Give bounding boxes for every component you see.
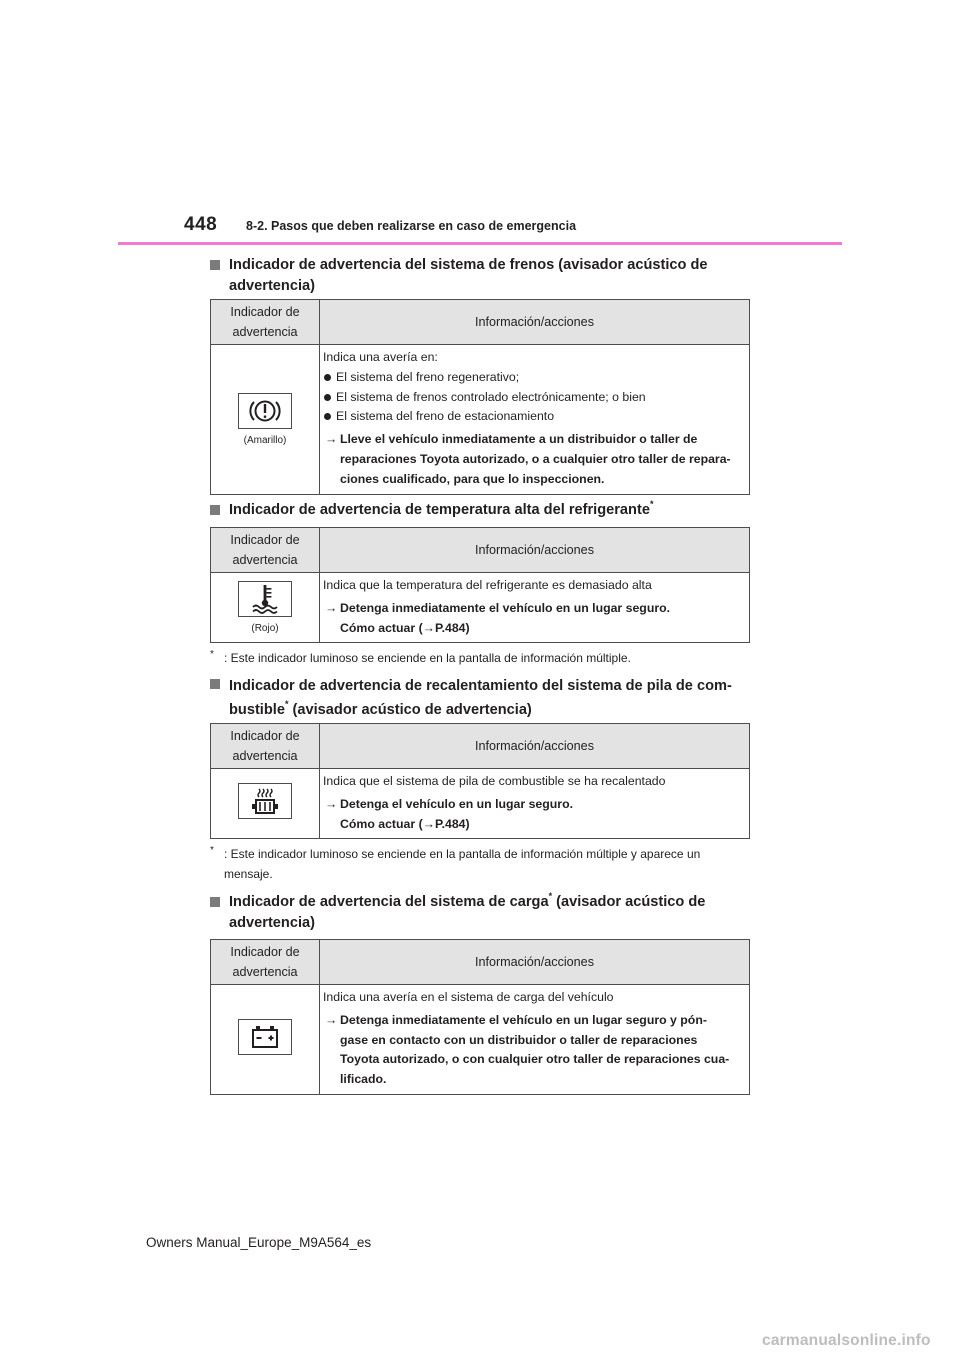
coolant-temperature-table bbox=[210, 527, 750, 643]
footnote-text: : Este indicador luminoso se enciende en la pantalla de información múltiple. bbox=[224, 651, 631, 665]
watermark: carmanualsonline.info bbox=[762, 1332, 931, 1349]
page-number: 448 bbox=[184, 214, 218, 235]
column-header-indicator: Indicador de advertencia bbox=[211, 528, 320, 573]
fuel-cell-overheat-table bbox=[210, 723, 750, 839]
heading-text: Indicador de advertencia del sistema de carga bbox=[229, 894, 549, 910]
footnote-text: : Este indicador luminoso se enciende en la pantalla de información múltiple y aparece un bbox=[224, 847, 701, 861]
arrow-icon: → bbox=[325, 1012, 338, 1027]
info-cell bbox=[320, 345, 750, 495]
info-intro: Indica una avería en: bbox=[323, 350, 438, 364]
footnote-mark: * bbox=[284, 699, 289, 710]
arrow-icon: → bbox=[325, 432, 338, 447]
action-text: → Lleve el vehículo inmediatamente a un distribuidor o taller de reparaciones Toyota autorizado, o a cualquier otro taller de repara- ciones cualificado, para que lo inspeccionen. bbox=[325, 432, 731, 486]
list-item: El sistema del freno regenerativo; bbox=[323, 368, 745, 388]
section-title: 8-2. Pasos que deben realizarse en caso de emergencia bbox=[246, 219, 577, 233]
footnote-text: mensaje. bbox=[224, 867, 273, 881]
footnote-mark: * bbox=[548, 891, 553, 902]
info-intro: Indica una avería en el sistema de carga del vehículo bbox=[323, 990, 614, 1004]
action-text: → Detenga el vehículo en un lugar seguro. Cómo actuar (→P.484) bbox=[325, 796, 574, 831]
brake-warning-table bbox=[210, 299, 750, 495]
heading-text: Indicador de advertencia de temperatura alta del refrigerante bbox=[229, 502, 650, 518]
footnote-mark: * bbox=[649, 499, 654, 510]
brake-warning-heading bbox=[210, 255, 750, 297]
indicator-cell bbox=[211, 345, 320, 495]
column-header-info: Información/acciones bbox=[320, 724, 750, 769]
square-bullet-icon bbox=[210, 505, 220, 515]
arrow-icon: → bbox=[325, 600, 338, 615]
footnote-mark: * bbox=[210, 649, 214, 660]
column-header-indicator: Indicador de advertencia bbox=[211, 724, 320, 769]
fuel-cell-overheat-icon bbox=[238, 783, 292, 819]
info-cell bbox=[320, 985, 750, 1095]
indicator-cell bbox=[211, 573, 320, 643]
column-header-indicator: Indicador de advertencia bbox=[211, 940, 320, 985]
header-rule bbox=[118, 242, 842, 245]
footnote bbox=[210, 648, 750, 668]
info-cell bbox=[320, 769, 750, 839]
column-header-info: Información/acciones bbox=[320, 940, 750, 985]
column-header-info: Información/acciones bbox=[320, 300, 750, 345]
column-header-info: Información/acciones bbox=[320, 528, 750, 573]
list-item: El sistema del freno de estacionamiento bbox=[323, 407, 745, 427]
charging-system-heading: Indicador de advertencia del sistema de carga* (avisador acústico de advertencia) bbox=[210, 892, 750, 934]
indicator-cell bbox=[211, 769, 320, 839]
footnote bbox=[210, 844, 750, 884]
manual-id: Owners Manual_Europe_M9A564_es bbox=[146, 1235, 372, 1250]
square-bullet-icon bbox=[210, 260, 220, 270]
arrow-icon: → bbox=[325, 796, 338, 811]
info-intro: Indica que el sistema de pila de combustible se ha recalentado bbox=[323, 774, 666, 788]
heading-text: Indicador de advertencia del sistema de frenos (avisador acústico de advertencia) bbox=[229, 257, 708, 294]
heading-text: Indicador de advertencia de recalentamiento del sistema de pila de com- bbox=[229, 678, 732, 694]
action-text: → Detenga inmediatamente el vehículo en un lugar seguro. Cómo actuar (→P.484) bbox=[325, 600, 671, 635]
square-bullet-icon bbox=[210, 679, 220, 689]
color-label: (Rojo) bbox=[251, 623, 279, 635]
fuel-cell-overheat-heading: Indicador de advertencia de recalentamiento del sistema de pila de com- bustible* (avisador acústico de advertencia) bbox=[210, 674, 750, 722]
square-bullet-icon bbox=[210, 897, 220, 907]
battery-charge-icon bbox=[238, 1019, 292, 1055]
brake-warning-icon bbox=[238, 393, 292, 429]
action-text: → Detenga inmediatamente el vehículo en un lugar seguro y pón- gase en contacto con un distribuidor o taller de reparaciones Toyota autorizado, o con cualquier otro taller de reparaciones cua- lificado. bbox=[325, 1012, 730, 1087]
coolant-temperature-icon bbox=[238, 581, 292, 617]
column-header-indicator: Indicador de advertencia bbox=[211, 300, 320, 345]
coolant-temperature-heading bbox=[210, 500, 750, 521]
footnote-mark: * bbox=[210, 845, 214, 856]
list-item: El sistema de frenos controlado electrónicamente; o bien bbox=[323, 388, 745, 408]
color-label: (Amarillo) bbox=[243, 434, 287, 446]
info-intro: Indica que la temperatura del refrigerante es demasiado alta bbox=[323, 578, 652, 592]
indicator-cell bbox=[211, 985, 320, 1095]
charging-system-table bbox=[210, 939, 750, 1095]
info-cell bbox=[320, 573, 750, 643]
